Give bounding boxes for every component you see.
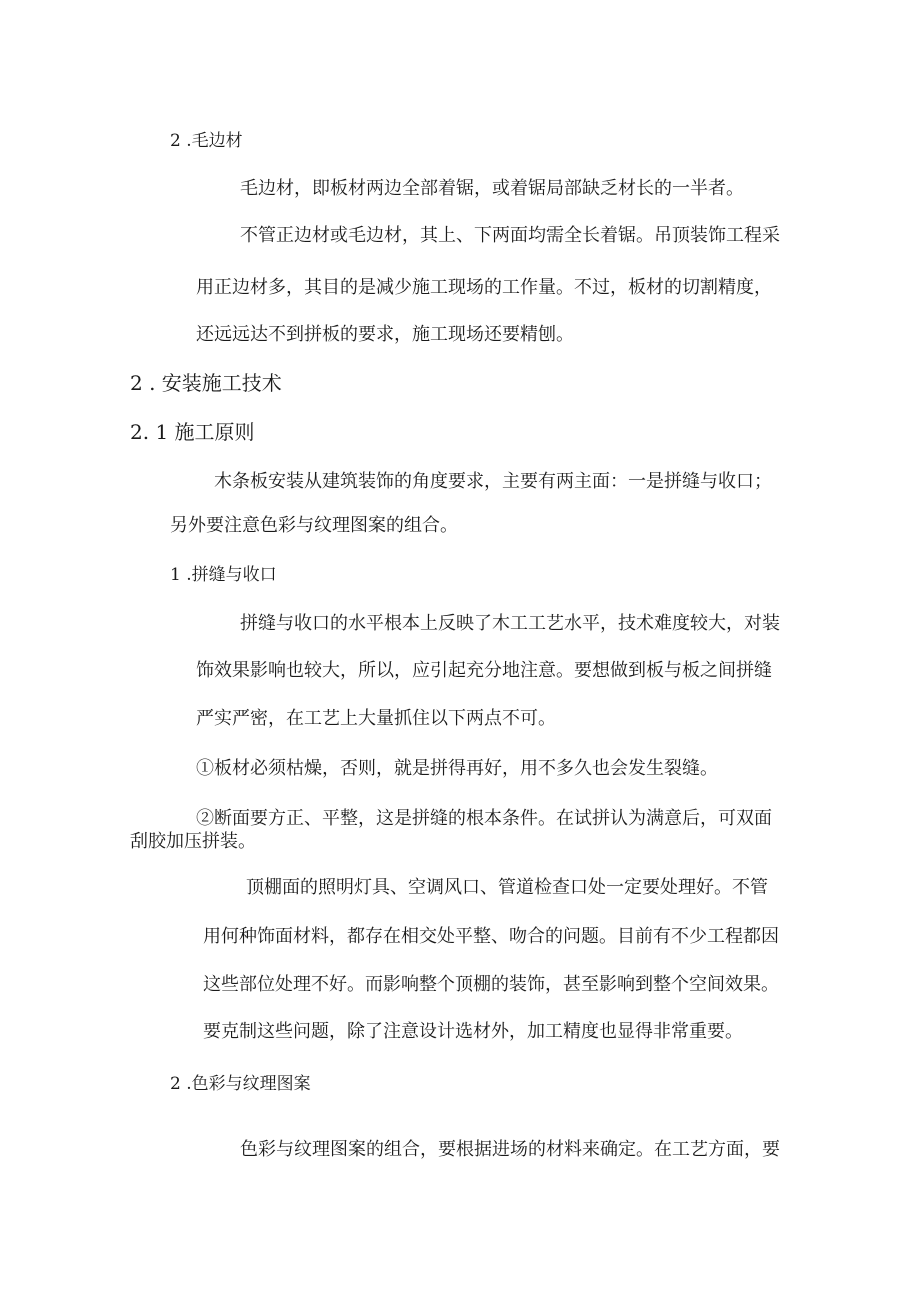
list-item-square-sections: ②断面要方正、平整，这是拼缝的根本条件。在试拼认为满意后，可双面 <box>196 808 772 829</box>
paragraph-line: 色彩与纹理图案的组合，要根据进场的材料来确定。在工艺方面，要 <box>240 1139 780 1160</box>
paragraph-line: 不管正边材或毛边材，其上、下两面均需全长着锯。吊顶装饰工程采 <box>240 225 780 246</box>
list-item-continuation: 刮胶加压拼装。 <box>130 831 256 852</box>
list-item-dry-boards: ①板材必须枯燥，否则，就是拼得再好，用不多久也会发生裂缝。 <box>196 758 718 779</box>
paragraph-line: 另外要注意色彩与纹理图案的组合。 <box>170 515 458 536</box>
paragraph-line: 还远远达不到拼板的要求，施工现场还要精刨。 <box>196 324 574 345</box>
paragraph-line: 用何种饰面材料，都存在相交处平整、吻合的问题。目前有不少工程都因 <box>203 926 779 947</box>
section-heading: 2 . 安装施工技术 <box>130 371 282 395</box>
paragraph-line: 饰效果影响也较大，所以，应引起充分地注意。要想做到板与板之间拼缝 <box>196 660 772 681</box>
paragraph-line: 严实严密，在工艺上大量抓住以下两点不可。 <box>196 708 556 729</box>
sub-heading-color-texture: 2 .色彩与纹理图案 <box>170 1074 311 1094</box>
sub-heading-joints: 1 .拼缝与收口 <box>170 565 277 585</box>
paragraph-line: 拼缝与收口的水平根本上反映了木工工艺水平，技术难度较大，对装 <box>240 613 780 634</box>
subsection-heading: 2. 1 施工原则 <box>130 420 255 444</box>
paragraph-line: 这些部位处理不好。而影响整个顶棚的装饰，甚至影响到整个空间效果。 <box>203 974 779 995</box>
sub-heading-edge-lumber: 2 .毛边材 <box>170 131 243 151</box>
paragraph-line: 顶棚面的照明灯具、空调风口、管道检查口处一定要处理好。不管 <box>246 877 768 898</box>
paragraph-line: 用正边材多，其目的是减少施工现场的工作量。不过，板材的切割精度， <box>196 277 772 298</box>
paragraph-line: 木条板安装从建筑装饰的角度要求，主要有两主面：一是拼缝与收口； <box>214 471 772 492</box>
paragraph-edge-lumber-definition: 毛边材，即板材两边全部着锯，或着锯局部缺乏材长的一半者。 <box>240 178 744 199</box>
paragraph-line: 要克制这些问题，除了注意设计选材外，加工精度也显得非常重要。 <box>203 1021 743 1042</box>
